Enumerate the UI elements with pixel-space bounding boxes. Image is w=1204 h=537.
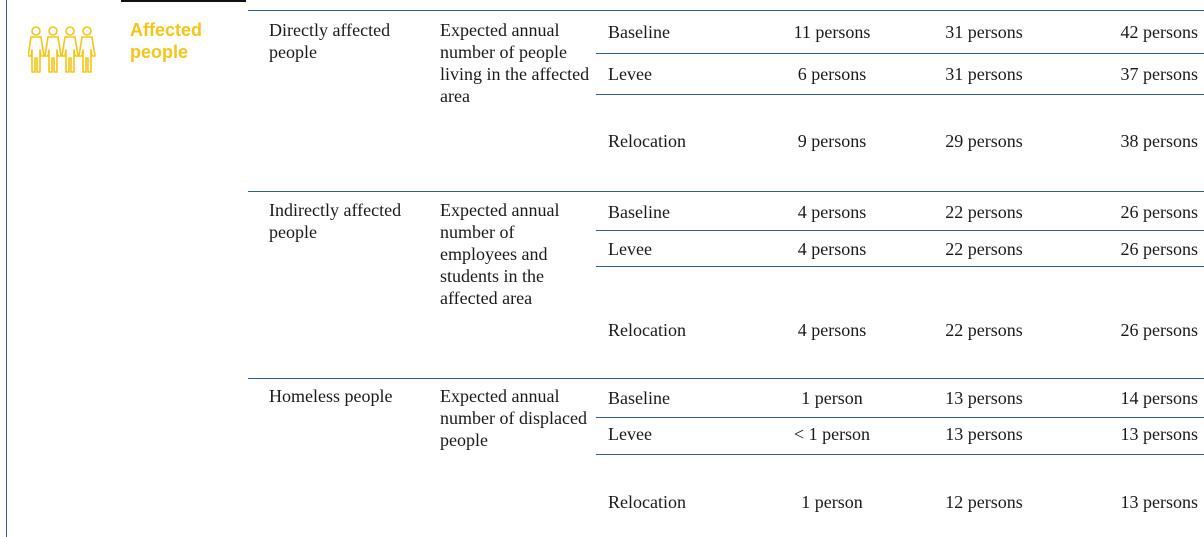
row-separator: [596, 266, 1204, 267]
value-cell: 13 persons: [945, 388, 1023, 408]
value-cell: 4 persons: [797, 202, 867, 222]
group-separator: [248, 191, 1204, 192]
scenario-label: Levee: [608, 64, 652, 84]
scenario-label: Relocation: [608, 320, 686, 340]
value-cell: 26 persons: [1120, 202, 1198, 222]
row-separator: [596, 53, 1204, 54]
value-cell: 4 persons: [797, 239, 867, 259]
value-cell: 13 persons: [1120, 492, 1198, 512]
value-cell: 26 persons: [1120, 239, 1198, 259]
value-cell: 1 person: [801, 388, 863, 408]
row-separator: [596, 417, 1204, 418]
scenario-label: Relocation: [608, 131, 686, 151]
scenario-label: Baseline: [608, 22, 670, 42]
value-cell: 31 persons: [945, 64, 1023, 84]
value-cell: 37 persons: [1120, 64, 1198, 84]
value-cell: 9 persons: [797, 131, 867, 151]
scenario-label: Levee: [608, 424, 652, 444]
description-homeless: Expected annual number of displaced people: [440, 386, 587, 450]
value-cell: 1 person: [801, 492, 863, 512]
value-cell: 22 persons: [945, 202, 1023, 222]
description-indirectly-affected: Expected annual number of employees and students in the affected area: [440, 200, 560, 308]
value-cell: 13 persons: [1120, 424, 1198, 444]
table-top-rule: [248, 10, 1204, 11]
value-cell: < 1 person: [793, 424, 871, 444]
value-cell: 22 persons: [945, 320, 1023, 340]
left-border: [6, 0, 7, 537]
value-cell: 42 persons: [1120, 22, 1198, 42]
value-cell: 12 persons: [945, 492, 1023, 512]
value-cell: 13 persons: [945, 424, 1023, 444]
value-cell: 6 persons: [797, 64, 867, 84]
group-separator: [248, 378, 1204, 379]
indicator-directly-affected: Directly affected people: [269, 20, 391, 62]
scenario-label: Baseline: [608, 202, 670, 222]
scenario-label: Relocation: [608, 492, 686, 512]
value-cell: 31 persons: [945, 22, 1023, 42]
people-group-icon: [28, 26, 96, 76]
value-cell: 14 persons: [1120, 388, 1198, 408]
row-separator: [596, 94, 1204, 95]
row-separator: [596, 454, 1204, 455]
value-cell: 4 persons: [797, 320, 867, 340]
indicator-homeless: Homeless people: [269, 386, 393, 406]
value-cell: 11 persons: [793, 22, 871, 42]
category-label: Affected people: [130, 20, 203, 62]
category-top-rule: [121, 0, 246, 2]
value-cell: 38 persons: [1120, 131, 1198, 151]
row-separator: [596, 230, 1204, 231]
scenario-label: Baseline: [608, 388, 670, 408]
indicator-indirectly-affected: Indirectly affected people: [269, 200, 402, 242]
scenario-label: Levee: [608, 239, 652, 259]
value-cell: 26 persons: [1120, 320, 1198, 340]
description-directly-affected: Expected annual number of people living in the affected area: [440, 20, 590, 106]
value-cell: 22 persons: [945, 239, 1023, 259]
value-cell: 29 persons: [945, 131, 1023, 151]
